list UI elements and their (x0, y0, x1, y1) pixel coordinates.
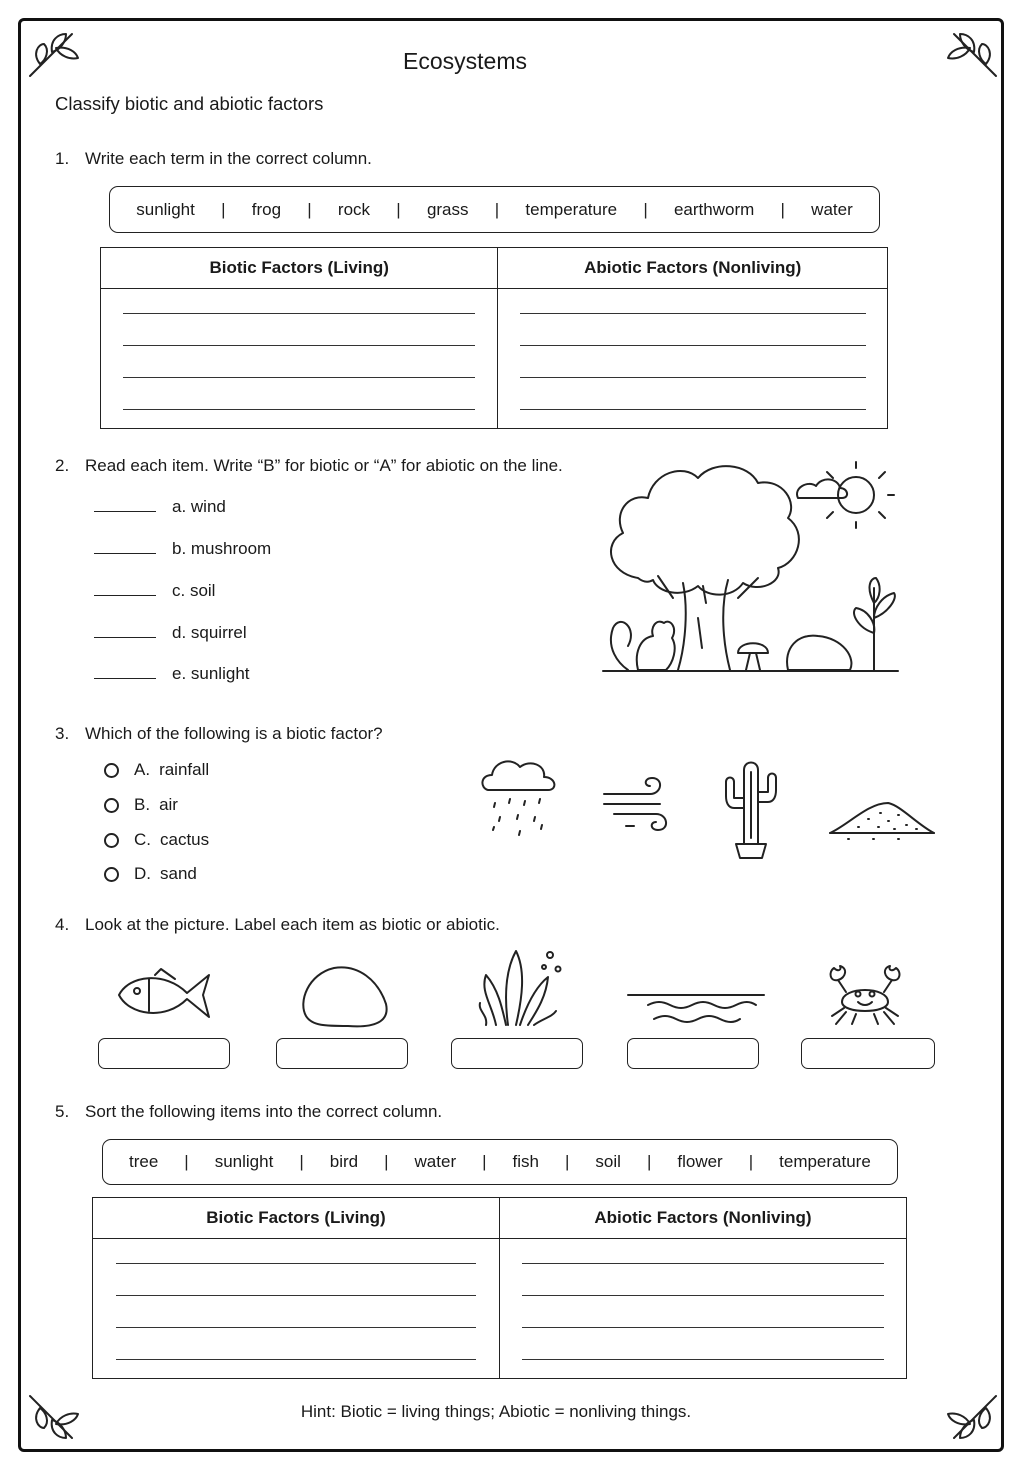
word-bank-item: frog (251, 199, 282, 219)
column-header-abiotic: Abiotic Factors (Nonliving) (498, 248, 888, 289)
label-box-crab[interactable] (801, 1038, 935, 1069)
option-b[interactable]: B. air (104, 795, 178, 815)
answer-line[interactable] (123, 289, 475, 314)
answer-line[interactable] (116, 1264, 476, 1296)
biotic-answer-cell[interactable] (93, 1239, 500, 1379)
answer-line[interactable] (116, 1296, 476, 1328)
word-bank-item: grass (426, 199, 469, 219)
question-4-prompt: Look at the picture. Label each item as biotic or abiotic. (85, 915, 500, 934)
biotic-answer-cell[interactable] (101, 289, 498, 429)
word-bank-item: water (414, 1152, 457, 1171)
word-bank-item: flower (677, 1152, 723, 1171)
word-bank-item: rock (337, 199, 371, 219)
fish-icon (115, 965, 215, 1025)
word-separator: | (184, 1152, 189, 1171)
sort-table-1 (100, 247, 888, 429)
q2-item: a. wind (94, 497, 226, 517)
answer-blank[interactable] (94, 678, 156, 679)
abiotic-answer-cell[interactable] (500, 1239, 907, 1379)
word-separator: | (748, 1152, 754, 1171)
answer-line[interactable] (520, 289, 866, 314)
q2-item: c. soil (94, 581, 215, 601)
abiotic-answer-cell[interactable] (498, 289, 888, 429)
word-separator: | (299, 1152, 304, 1171)
answer-line[interactable] (522, 1239, 884, 1264)
word-separator: | (307, 199, 312, 219)
question-3-prompt: Which of the following is a biotic factor? (85, 724, 383, 743)
word-separator: | (643, 199, 648, 219)
leaf-branch-icon (944, 24, 1000, 80)
question-4: 4. Look at the picture. Label each item as biotic or abiotic. (55, 915, 500, 934)
label-box-water[interactable] (627, 1038, 759, 1069)
answer-line[interactable] (520, 346, 866, 378)
answer-line[interactable] (522, 1296, 884, 1328)
radio-button[interactable] (104, 763, 119, 778)
word-bank-item: temperature (525, 199, 618, 219)
label-box-fish[interactable] (98, 1038, 230, 1069)
page-title: Ecosystems (403, 48, 527, 74)
answer-line[interactable] (522, 1328, 884, 1360)
question-2: 2. Read each item. Write “B” for biotic or “A” for abiotic on the line. (55, 456, 563, 475)
option-a[interactable]: A. rainfall (104, 760, 209, 780)
answer-blank[interactable] (94, 637, 156, 638)
word-bank-item: water (811, 199, 853, 219)
column-header-biotic: Biotic Factors (Living) (93, 1198, 500, 1239)
word-bank-item: soil (595, 1152, 621, 1171)
word-bank-item: fish (512, 1152, 539, 1171)
word-bank-item: tree (129, 1152, 159, 1171)
radio-button[interactable] (104, 833, 119, 848)
column-header-abiotic: Abiotic Factors (Nonliving) (500, 1198, 907, 1239)
word-bank-5 (102, 1139, 898, 1185)
label-box-seaweed[interactable] (451, 1038, 583, 1069)
word-separator: | (780, 199, 785, 219)
answer-line[interactable] (116, 1239, 476, 1264)
answer-line[interactable] (522, 1264, 884, 1296)
word-bank-item: sunlight (214, 1152, 274, 1171)
answer-line[interactable] (520, 378, 866, 410)
word-bank-item: earthworm (673, 199, 755, 219)
question-5: 5. Sort the following items into the correct column. (55, 1102, 443, 1121)
answer-line[interactable] (123, 314, 475, 346)
cactus-icon (722, 758, 780, 860)
crab-icon (826, 962, 904, 1028)
radio-button[interactable] (104, 798, 119, 813)
answer-line[interactable] (520, 314, 866, 346)
word-separator: | (646, 1152, 652, 1171)
answer-blank[interactable] (94, 595, 156, 596)
q2-item: e. sunlight (94, 664, 250, 684)
water-waves-icon (626, 985, 766, 1029)
wind-icon (600, 772, 678, 834)
answer-blank[interactable] (94, 511, 156, 512)
question-2-prompt: Read each item. Write “B” for biotic or “A” for abiotic on the line. (85, 456, 563, 475)
question-5-prompt: Sort the following items into the correct column. (85, 1102, 443, 1121)
q2-item: d. squirrel (94, 623, 247, 643)
word-separator: | (565, 1152, 570, 1171)
sort-table-5 (92, 1197, 907, 1379)
answer-blank[interactable] (94, 553, 156, 554)
word-bank-item: bird (329, 1152, 359, 1171)
question-1-prompt: Write each term in the correct column. (85, 149, 372, 168)
label-box-rock[interactable] (276, 1038, 408, 1069)
question-3: 3. Which of the following is a biotic factor? (55, 724, 383, 743)
word-bank-item: temperature (779, 1152, 871, 1171)
sand-pile-icon (828, 795, 938, 845)
option-c[interactable]: C. cactus (104, 830, 209, 850)
option-d[interactable]: D. sand (104, 864, 197, 884)
word-bank-1 (109, 186, 880, 233)
hint-text: Hint: Biotic = living things; Abiotic = nonliving things. (300, 1402, 692, 1421)
word-separator: | (482, 1152, 487, 1171)
q2-item: b. mushroom (94, 539, 271, 559)
seaweed-icon (476, 945, 568, 1030)
page-subtitle: Classify biotic and abiotic factors (55, 93, 324, 114)
word-separator: | (384, 1152, 389, 1171)
answer-line[interactable] (123, 378, 475, 410)
word-separator: | (494, 199, 500, 219)
word-separator: | (221, 199, 226, 219)
answer-line[interactable] (116, 1328, 476, 1360)
rain-cloud-icon (480, 755, 560, 840)
radio-button[interactable] (104, 867, 119, 882)
ecosystem-scene-icon (598, 458, 908, 683)
word-separator: | (396, 199, 401, 219)
word-bank-item: sunlight (136, 199, 195, 219)
question-1: 1. Write each term in the correct column. (55, 149, 372, 168)
rock-icon (298, 962, 390, 1030)
column-header-biotic: Biotic Factors (Living) (101, 248, 498, 289)
answer-line[interactable] (123, 346, 475, 378)
